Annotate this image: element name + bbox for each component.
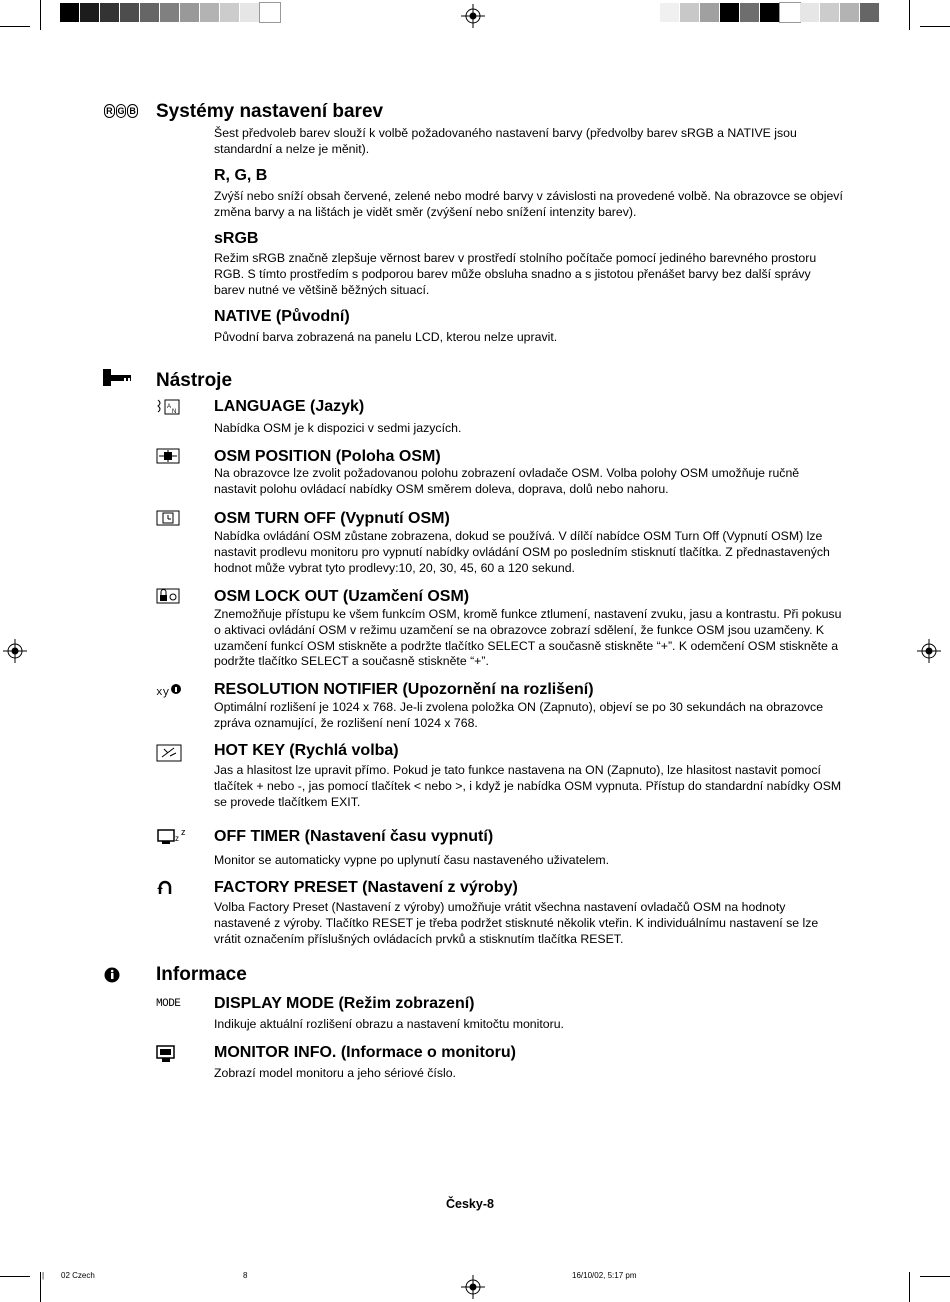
svg-text:A: A: [167, 404, 172, 410]
color-bar-left: [60, 3, 280, 22]
heading-display-mode: DISPLAY MODE (Režim zobrazení): [214, 995, 475, 1012]
color-swatch: [660, 3, 680, 22]
crop-mark: [40, 1272, 41, 1302]
color-swatch: [820, 3, 840, 22]
color-swatch: [740, 3, 760, 22]
monitor-info-icon: [156, 1045, 176, 1063]
crop-mark: [0, 26, 30, 27]
heading-osm-lock: OSM LOCK OUT (Uzamčení OSM): [214, 588, 470, 605]
heading-osm-turn-off: OSM TURN OFF (Vypnutí OSM): [214, 510, 450, 527]
color-swatch: [100, 3, 120, 22]
svg-text:xy: xy: [156, 687, 170, 698]
heading-resolution-notifier: RESOLUTION NOTIFIER (Upozornění na rozlišení): [214, 681, 594, 698]
color-swatch: [120, 3, 140, 22]
heading-off-timer: OFF TIMER (Nastavení času vypnutí): [214, 828, 494, 845]
crop-mark: [40, 0, 41, 30]
text-monitor-info: Zobrazí model monitoru a jeho sériové číslo.: [214, 1066, 456, 1080]
resolution-notifier-icon: [156, 682, 182, 698]
color-swatch: [60, 3, 80, 22]
color-swatch: [140, 3, 160, 22]
slug-separator: |: [42, 1271, 45, 1280]
display-mode-icon: MODE: [156, 998, 181, 1010]
section-title-tools: Nástroje: [156, 370, 233, 391]
text-hot-key: Jas a hlasitost lze upravit přímo. Pokud je tato funkce nastavena na ON (Zapnuto), lze hlasitost nastavit pomocí tlačítek + nebo -, jas pomocí tlačítek < nebo >, i když je nabídka OSM vypnuta. Přístup do standardní nabídky OSM se provede tlačítkem EXIT.: [214, 763, 842, 809]
crop-mark: [909, 1272, 910, 1302]
section-title-color: Systémy nastavení barev: [156, 101, 384, 122]
text-osm-position: Na obrazovce lze zvolit požadovanou polohu zobrazení ovladače OSM. Volba polohy OSM umožňuje ručně nastavit polohu ovládací nabídky OSM směrem doleva, doprava, dolů nebo nahoru.: [214, 466, 800, 496]
color-swatch: [780, 3, 800, 22]
crop-mark: [920, 1276, 950, 1277]
text-osm-lock: Znemožňuje přístupu ke všem funkcím OSM, kromě funkce ztlumení, nastavení zvuku, jasu a kontrastu. Při pokusu o aktivaci ovládání OSM v režimu uzamčení se na obrazovce zobrazí sdělení, že funkce OSM jsou uzamčeny. K uzamčení funkcí OSM stiskněte a podržte tlačítko SELECT a současně stiskněte “+”. K odemčení OSM stiskněte a podržte tlačítko SELECT a současně stiskněte “+”.: [214, 607, 842, 669]
color-swatch: [700, 3, 720, 22]
language-icon: [156, 398, 180, 416]
color-swatch: [180, 3, 200, 22]
registration-mark-icon: [3, 639, 27, 663]
color-swatch: [260, 3, 280, 22]
color-swatch: [160, 3, 180, 22]
rgb-icon: R G B: [104, 104, 138, 118]
info-icon: [104, 967, 120, 983]
svg-text:z: z: [175, 834, 179, 843]
text-native: Původní barva zobrazená na panelu LCD, kterou nelze upravit.: [214, 330, 558, 344]
text-language: Nabídka OSM je k dispozici v sedmi jazycích.: [214, 421, 462, 435]
text-rgb: Zvýší nebo sníží obsah červené, zelené nebo modré barvy v závislosti na provedené volbě. Na obrazovce se objeví změna barvy a na lištách je vidět směr (zvýšení nebo snížení intenzity barev).: [214, 189, 843, 219]
slug-date: 16/10/02, 5:17 pm: [572, 1271, 637, 1280]
crop-mark: [920, 26, 950, 27]
svg-text:z: z: [181, 827, 186, 837]
color-intro: Šest předvoleb barev slouží k volbě požadovaného nastavení barvy (předvolby barev sRGB a NATIVE jsou standardní a nelze je měnit).: [214, 126, 797, 156]
registration-mark-icon: [917, 639, 941, 663]
color-swatch: [220, 3, 240, 22]
color-swatch: [720, 3, 740, 22]
text-resolution-notifier: Optimální rozlišení je 1024 x 768. Je-li zvolena položka ON (Zapnuto), objeví se po 30 sekundách na obrazovce zpráva oznamující, že rozlišení není 1024 x 768.: [214, 700, 824, 730]
heading-monitor-info: MONITOR INFO. (Informace o monitoru): [214, 1044, 516, 1061]
osm-lock-icon: [156, 588, 180, 604]
color-swatch: [840, 3, 860, 22]
color-swatch: [860, 3, 880, 22]
color-swatch: [80, 3, 100, 22]
text-osm-turn-off: Nabídka ovládání OSM zůstane zobrazena, dokud se používá. V dílčí nabídce OSM Turn Off (Vypnutí OSM) lze nastavit prodlevu monitoru pro vypnutí nabídky ovládání OSM po posledním stisknutí tlačítka. Z přednastavených hodnot může vybrat tyto prodlevy:10, 20, 30, 45, 60 a 120 sekund.: [214, 529, 830, 575]
color-swatch: [800, 3, 820, 22]
registration-mark-icon: [461, 1275, 485, 1299]
svg-text:N: N: [172, 409, 177, 415]
page-label: Česky-8: [446, 1197, 494, 1211]
osm-position-icon: [156, 448, 180, 464]
color-swatch: [680, 3, 700, 22]
off-timer-icon: [156, 826, 190, 846]
section-title-info: Informace: [156, 964, 247, 985]
osm-turn-off-icon: [156, 510, 180, 526]
text-display-mode: Indikuje aktuální rozlišení obrazu a nastavení kmitočtu monitoru.: [214, 1017, 564, 1031]
heading-hot-key: HOT KEY (Rychlá volba): [214, 742, 399, 759]
heading-native: NATIVE (Původní): [214, 308, 350, 325]
color-bar-right: [660, 3, 880, 22]
heading-rgb: R, G, B: [214, 167, 268, 184]
text-factory-preset: Volba Factory Preset (Nastavení z výroby) umožňuje vrátit všechna nastavení ovladačů OSM na hodnoty nastavené z výroby. Tlačítko RESET je třeba podržet stisknuté několik vteřin. K individuálnímu nastavení se lze vrátit označením příslušných ovládacích prvků a stisknutím tlačítka RESET.: [214, 900, 819, 946]
heading-srgb: sRGB: [214, 230, 259, 247]
crop-mark: [909, 0, 910, 30]
hot-key-icon: [156, 744, 182, 762]
text-off-timer: Monitor se automaticky vypne po uplynutí času nastaveného uživatelem.: [214, 853, 610, 867]
slug-file: 02 Czech: [61, 1271, 95, 1280]
heading-language: LANGUAGE (Jazyk): [214, 398, 365, 415]
registration-mark-icon: [461, 4, 485, 28]
color-swatch: [240, 3, 260, 22]
color-swatch: [760, 3, 780, 22]
factory-preset-icon: [156, 880, 176, 896]
text-srgb: Režim sRGB značně zlepšuje věrnost barev v prostředí stolního počítače pomocí jediného barevného prostoru RGB. S tímto prostředím s podporou barev může obsluha snadno a s jistotou přenášet barvy bez další správy barev nutné ve většině běžných situací.: [214, 251, 817, 297]
crop-mark: [0, 1276, 30, 1277]
heading-osm-position: OSM POSITION (Poloha OSM): [214, 448, 441, 465]
wrench-icon: [102, 368, 132, 388]
slug-page: 8: [243, 1271, 248, 1280]
heading-factory-preset: FACTORY PRESET (Nastavení z výroby): [214, 879, 518, 896]
color-swatch: [200, 3, 220, 22]
